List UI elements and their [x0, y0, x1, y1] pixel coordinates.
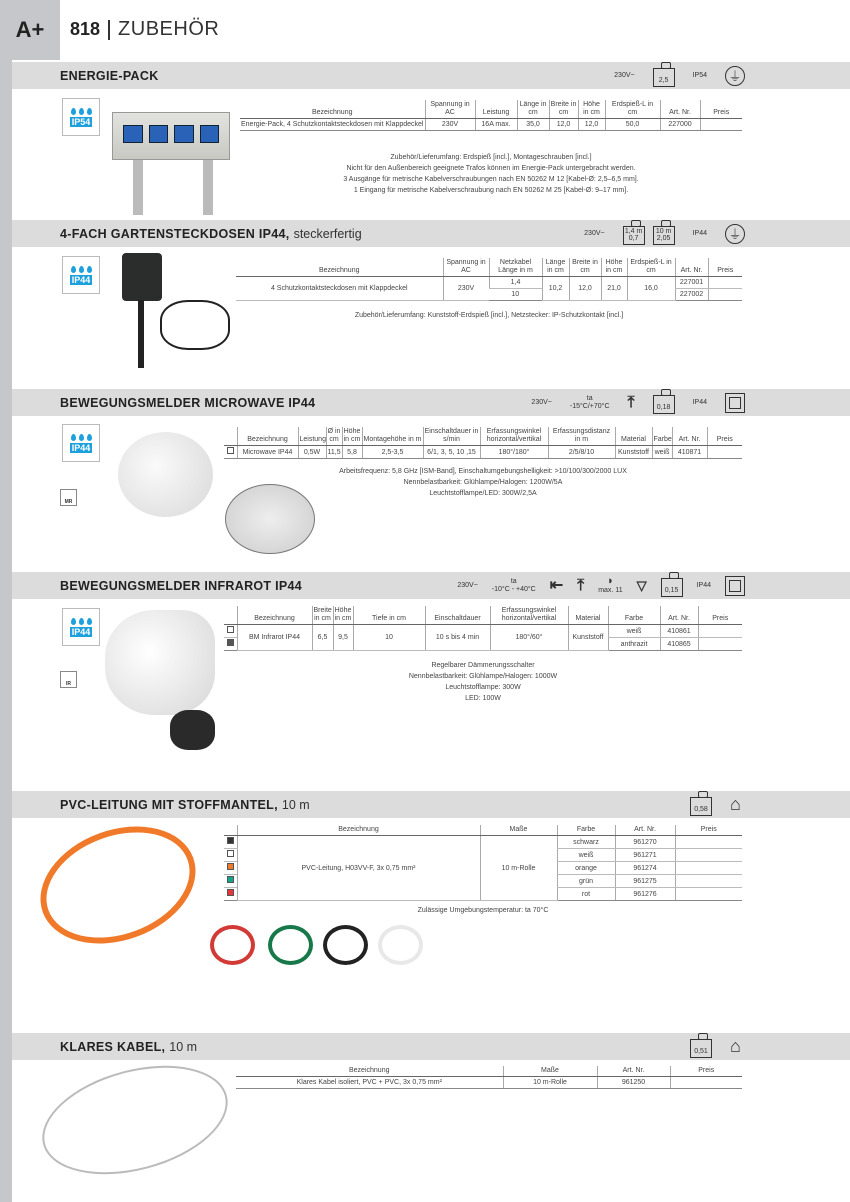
- table-cell: BM Infrarot IP44: [237, 625, 312, 651]
- column-header: Länge in cm: [517, 100, 549, 119]
- table-cell: [700, 119, 742, 131]
- note-line: Nennbelastbarkeit: Glühlampe/Halogen: 1000W: [408, 673, 558, 680]
- table-cell: 2,5-3,5: [362, 446, 423, 459]
- section-title: ENERGIE-PACK: [60, 68, 159, 83]
- table-cell: 230V: [443, 277, 489, 301]
- table-cell: 227001: [675, 277, 708, 289]
- spec-icons: [457, 572, 745, 599]
- pvc-leitung-notes: [224, 905, 742, 916]
- table-cell: Energie-Pack, 4 Schutzkontaktsteckdosen mit Klappdeckel: [240, 119, 425, 131]
- column-header: Tiefe in cm: [353, 606, 425, 625]
- section-title: BEWEGUNGSMELDER MICROWAVE IP44: [60, 395, 316, 410]
- table-row: [236, 277, 742, 289]
- color-swatch: [224, 862, 237, 875]
- ip44-badge: [62, 608, 100, 646]
- ip-badge-label: IP44: [71, 626, 91, 637]
- table-cell: weiß: [608, 625, 660, 638]
- table-cell: Microwave IP44: [237, 446, 298, 459]
- table-cell: [675, 875, 742, 888]
- infrarot-notes: [224, 660, 742, 704]
- table-cell: 180°/180°: [480, 446, 548, 459]
- ip-badge-label: IP44: [71, 442, 91, 453]
- column-header: [224, 606, 237, 625]
- column-header: Breite in cm: [549, 100, 578, 119]
- column-header: Preis: [675, 825, 742, 836]
- ground-spike-image: [203, 160, 213, 215]
- table-cell: Kunststoff: [615, 446, 652, 459]
- section-title: 4-FACH GARTENSTECKDOSEN IP44,: [60, 226, 290, 241]
- ground-spike-image: [138, 300, 144, 368]
- table-cell: weiß: [557, 849, 615, 862]
- ground-spike-image: [133, 160, 143, 215]
- column-header: Einschaltdauer in s/min: [423, 427, 480, 446]
- voltage-label: 230V~: [457, 582, 478, 589]
- table-cell: [675, 836, 742, 849]
- column-header: Montagehöhe in m: [362, 427, 423, 446]
- f-mark-icon: ▽: [636, 577, 647, 593]
- temperature-range: [570, 395, 610, 411]
- energie-pack-notes: [240, 152, 742, 196]
- table-cell: Kunststoff: [568, 625, 608, 651]
- table-cell: 10 s bis 4 min: [425, 625, 490, 651]
- table-cell: 6/1, 3, 5, 10 ,15: [423, 446, 480, 459]
- note-line: Leuchtstofflampe: 300W: [445, 684, 521, 691]
- weight-icon: 2,5: [653, 68, 675, 87]
- table-cell: 10 m-Rolle: [503, 1077, 597, 1089]
- ip54-badge: [62, 98, 100, 136]
- column-header: Bezeichnung: [236, 258, 443, 277]
- table-cell: 16A max.: [475, 119, 517, 131]
- table-cell: 12,0: [578, 119, 605, 131]
- column-header: Farbe: [608, 606, 660, 625]
- column-header: Bezeichnung: [240, 100, 425, 119]
- note-line: 1 Eingang für metrische Kabelverschraubung nach EN 50262 M 25 [Kabel-Ø: 9–17 mm].: [353, 187, 629, 194]
- table-cell: 11,5: [326, 446, 342, 459]
- table-cell: 180°/60°: [490, 625, 568, 651]
- column-header: Leistung: [475, 100, 517, 119]
- section-header-pvc-leitung: [12, 791, 850, 818]
- section-title: BEWEGUNGSMELDER INFRAROT IP44: [60, 578, 303, 593]
- section-subtitle: 10 m: [169, 1039, 198, 1054]
- column-header: Leistung: [298, 427, 326, 446]
- column-header: Art. Nr.: [672, 427, 707, 446]
- table-cell: 6,5: [312, 625, 333, 651]
- ceiling-mount-icon: ⤒: [577, 576, 585, 594]
- column-header: Bezeichnung: [236, 1066, 503, 1077]
- swatch-box: [227, 639, 234, 646]
- table-cell: 10: [353, 625, 425, 651]
- table-cell: 961250: [597, 1077, 670, 1089]
- voltage-label: 230V~: [584, 230, 605, 237]
- column-header: Höhe in cm: [601, 258, 627, 277]
- column-header: Preis: [670, 1066, 742, 1077]
- column-header: Netzkabel Länge in m: [489, 258, 542, 277]
- column-header: Spannung in AC: [425, 100, 475, 119]
- ip44-badge: [62, 424, 100, 462]
- section-header-microwave: [12, 389, 850, 416]
- spec-icons: [584, 220, 745, 247]
- column-header: Spannung in AC: [443, 258, 489, 277]
- ip-label: IP44: [696, 582, 711, 589]
- table-cell: 961274: [615, 862, 675, 875]
- table-cell: [698, 625, 742, 638]
- lamp-count: [598, 574, 623, 595]
- table-cell: 50,0: [605, 119, 660, 131]
- ip-label: IP44: [692, 399, 707, 406]
- note-line: 3 Ausgänge für metrische Kabelverschraubungen nach EN 50262 M 12 [Kabel-Ø: 2,5–6,5 mm].: [343, 176, 639, 183]
- table-cell: 35,0: [517, 119, 549, 131]
- section-header-infrarot: [12, 572, 850, 599]
- table-cell: [675, 862, 742, 875]
- protection-class-icon: [725, 576, 745, 596]
- column-header: Ø in cm: [326, 427, 342, 446]
- page-number: 818: [70, 19, 101, 39]
- ip-badge-label: IP54: [71, 116, 91, 127]
- column-header: Erfassungsdistanz in m: [548, 427, 615, 446]
- table-cell: 21,0: [601, 277, 627, 301]
- column-header: Erdspieß-L in cm: [627, 258, 675, 277]
- ip-label: IP54: [692, 72, 707, 79]
- section-subtitle: steckerfertig: [293, 226, 362, 241]
- temperature-range: [492, 578, 536, 594]
- swatch-box: [227, 889, 234, 896]
- voltage-label: 230V~: [531, 399, 552, 406]
- indoor-use-icon: ⌂: [730, 793, 741, 814]
- wall-mount-icon: ⇤: [549, 576, 564, 594]
- gartensteckdosen-table: [236, 258, 742, 301]
- note-line: Zulässige Umgebungstemperatur: ta 70°C: [417, 907, 549, 914]
- table-cell: 227002: [675, 289, 708, 301]
- infrared-sensor-anthracite-image: [170, 710, 215, 750]
- divider: [108, 20, 110, 40]
- column-header: Material: [568, 606, 608, 625]
- column-header: Länge in cm: [542, 258, 569, 277]
- column-header: Farbe: [652, 427, 672, 446]
- red-cable-coil: [210, 925, 255, 965]
- column-header: Breite in cm: [569, 258, 601, 277]
- page-header: [70, 18, 219, 41]
- microwave-sensor-image: [118, 432, 213, 517]
- indoor-use-icon: ⌂: [730, 1035, 741, 1056]
- column-header: Preis: [707, 427, 742, 446]
- table-cell: 961276: [615, 888, 675, 901]
- swatch-box: [227, 863, 234, 870]
- table-cell: orange: [557, 862, 615, 875]
- klares-kabel-table: [236, 1066, 742, 1089]
- weight-icon: 0,58: [690, 797, 712, 816]
- swatch-box: [227, 447, 234, 454]
- table-cell: 1,4: [489, 277, 542, 289]
- table-cell: 961271: [615, 849, 675, 862]
- table-cell: [675, 849, 742, 862]
- note-line: Arbeitsfrequenz: 5,8 GHz [ISM-Band], Einschaltumgebungshelligkeit: >10/100/300/2000 LUX: [339, 468, 627, 475]
- table-cell: 0,5W: [298, 446, 326, 459]
- garden-socket-image: [122, 253, 162, 301]
- spec-icons: [690, 1033, 750, 1060]
- energie-pack-table: [240, 100, 742, 131]
- column-header: Breite in cm: [312, 606, 333, 625]
- swatch-box: [227, 876, 234, 883]
- column-header: [224, 427, 237, 446]
- gartensteckdosen-notes: [236, 310, 742, 321]
- column-header: Höhe in cm: [342, 427, 362, 446]
- note-line: Nicht für den Außenbereich geeignete Trafos können im Energie-Pack untergebracht werden.: [346, 165, 636, 172]
- infrarot-table: [224, 606, 742, 651]
- table-cell: [670, 1077, 742, 1089]
- column-header: Art. Nr.: [615, 825, 675, 836]
- swatch-box: [227, 837, 234, 844]
- table-row: [224, 446, 742, 459]
- microwave-notes: [224, 466, 742, 499]
- color-swatch: [224, 836, 237, 849]
- table-cell: weiß: [652, 446, 672, 459]
- table-cell: [708, 277, 742, 289]
- table-row: [240, 119, 742, 131]
- swatch-box: [227, 850, 234, 857]
- ta-value: -15°C/+70°C: [569, 402, 610, 410]
- column-header: Farbe: [557, 825, 615, 836]
- table-cell: 410871: [672, 446, 707, 459]
- table-cell: 10: [489, 289, 542, 301]
- column-header: Art. Nr.: [660, 100, 700, 119]
- orange-cable-image: [24, 806, 212, 964]
- microwave-table: [224, 427, 742, 459]
- color-swatch: [224, 625, 237, 638]
- section-title: PVC-LEITUNG MIT STOFFMANTEL,: [60, 797, 278, 812]
- column-header: Höhe in cm: [333, 606, 353, 625]
- table-cell: 227000: [660, 119, 700, 131]
- weight-icon: 0,18: [653, 395, 675, 414]
- spec-icons: [614, 62, 745, 89]
- weight-icon: 0,15: [661, 578, 683, 597]
- table-cell: schwarz: [557, 836, 615, 849]
- spec-icons: [690, 791, 750, 818]
- table-cell: 16,0: [627, 277, 675, 301]
- table-row: [236, 1077, 742, 1089]
- color-swatch: [224, 446, 237, 459]
- weight-icon: 1,4 m 0,7: [623, 226, 645, 245]
- column-header: Preis: [698, 606, 742, 625]
- energy-class-logo: A+: [0, 0, 60, 60]
- ip-label: IP44: [692, 230, 707, 237]
- table-cell: 12,0: [569, 277, 601, 301]
- energie-pack-image: [112, 112, 230, 160]
- column-header: Bezeichnung: [237, 427, 298, 446]
- table-cell: 10,2: [542, 277, 569, 301]
- table-cell: PVC-Leitung, H03VV-F, 3x 0,75 mm²: [237, 836, 480, 901]
- color-swatch: [224, 849, 237, 862]
- note-line: Regelbarer Dämmerungsschalter: [431, 662, 535, 669]
- clear-cable-image: [30, 1047, 239, 1193]
- black-cable-coil: [323, 925, 368, 965]
- column-header: Erfassungswinkel horizontal/vertikal: [490, 606, 568, 625]
- table-cell: rot: [557, 888, 615, 901]
- earth-icon: ⏚: [725, 224, 745, 244]
- table-cell: 961270: [615, 836, 675, 849]
- voltage-label: 230V~: [614, 72, 635, 79]
- ta-label: ta: [510, 577, 517, 585]
- ta-label: ta: [586, 394, 593, 402]
- color-swatch: [224, 638, 237, 651]
- page-category: ZUBEHÖR: [118, 18, 220, 40]
- column-header: Erfassungswinkel horizontal/vertikal: [480, 427, 548, 446]
- ceiling-mount-icon: ⤒: [627, 393, 635, 411]
- side-strip: [0, 0, 12, 1202]
- power-cable-image: [160, 300, 230, 350]
- spec-icons: [531, 389, 745, 416]
- color-swatch: [224, 888, 237, 901]
- table-row: [224, 836, 742, 849]
- table-cell: 2/5/8/10: [548, 446, 615, 459]
- green-cable-coil: [268, 925, 313, 965]
- section-header-klares-kabel: [12, 1033, 850, 1060]
- column-header: Bezeichnung: [237, 825, 480, 836]
- section-title: KLARES KABEL,: [60, 1039, 166, 1054]
- lamp-icon: ◗: [607, 574, 614, 587]
- column-header: Erdspieß-L in cm: [605, 100, 660, 119]
- column-header: Art. Nr.: [660, 606, 698, 625]
- white-cable-coil: [378, 925, 423, 965]
- table-cell: 410865: [660, 638, 698, 651]
- section-subtitle: 10 m: [281, 797, 310, 812]
- table-cell: 410861: [660, 625, 698, 638]
- lamp-count-label: max. 11: [598, 586, 623, 594]
- column-header: [224, 825, 237, 836]
- column-header: Art. Nr.: [597, 1066, 670, 1077]
- note-line: LED: 100W: [465, 695, 501, 702]
- table-cell: 4 Schutzkontaktsteckdosen mit Klappdeckel: [236, 277, 443, 301]
- infrared-sensor-icon: IR: [60, 671, 77, 688]
- table-cell: 230V: [425, 119, 475, 131]
- table-cell: 10 m-Rolle: [480, 836, 557, 901]
- microwave-sensor-icon: MR: [60, 489, 77, 506]
- table-cell: anthrazit: [608, 638, 660, 651]
- column-header: Maße: [480, 825, 557, 836]
- note-line: Leuchtstofflampe/LED: 300W/2,5A: [429, 490, 537, 497]
- table-cell: grün: [557, 875, 615, 888]
- infrared-sensor-image: [105, 610, 215, 715]
- table-cell: [708, 289, 742, 301]
- column-header: Maße: [503, 1066, 597, 1077]
- column-header: Preis: [700, 100, 742, 119]
- column-header: Bezeichnung: [237, 606, 312, 625]
- protection-class-icon: [725, 393, 745, 413]
- section-header-energie-pack: [12, 62, 850, 89]
- column-header: Art. Nr.: [675, 258, 708, 277]
- table-cell: Klares Kabel isoliert, PVC + PVC, 3x 0,75 mm²: [236, 1077, 503, 1089]
- table-cell: 9,5: [333, 625, 353, 651]
- table-cell: 5,8: [342, 446, 362, 459]
- ip-badge-label: IP44: [71, 274, 91, 285]
- note-line: Zubehör/Lieferumfang: Erdspieß [incl.], Montageschrauben [incl.]: [390, 154, 592, 161]
- column-header: Preis: [708, 258, 742, 277]
- column-header: Material: [615, 427, 652, 446]
- ta-value: -10°C - +40°C: [491, 585, 536, 593]
- column-header: Einschaltdauer: [425, 606, 490, 625]
- table-cell: [698, 638, 742, 651]
- table-row: [224, 625, 742, 638]
- pvc-leitung-table: [224, 825, 742, 901]
- note-line: Zubehör/Lieferumfang: Kunststoff-Erdspieß [incl.], Netzstecker: IP-Schutzkontakt [incl.]: [354, 312, 624, 319]
- earth-icon: ⏚: [725, 66, 745, 86]
- section-header-gartensteckdosen: [12, 220, 850, 247]
- note-line: Nennbelastbarkeit: Glühlampe/Halogen: 1200W/5A: [403, 479, 563, 486]
- column-header: Höhe in cm: [578, 100, 605, 119]
- table-cell: 12,0: [549, 119, 578, 131]
- weight-icon: 10 m 2,05: [653, 226, 675, 245]
- table-cell: 961275: [615, 875, 675, 888]
- swatch-box: [227, 626, 234, 633]
- table-cell: [707, 446, 742, 459]
- table-cell: [675, 888, 742, 901]
- ip44-badge: [62, 256, 100, 294]
- color-swatch: [224, 875, 237, 888]
- weight-icon: 0,51: [690, 1039, 712, 1058]
